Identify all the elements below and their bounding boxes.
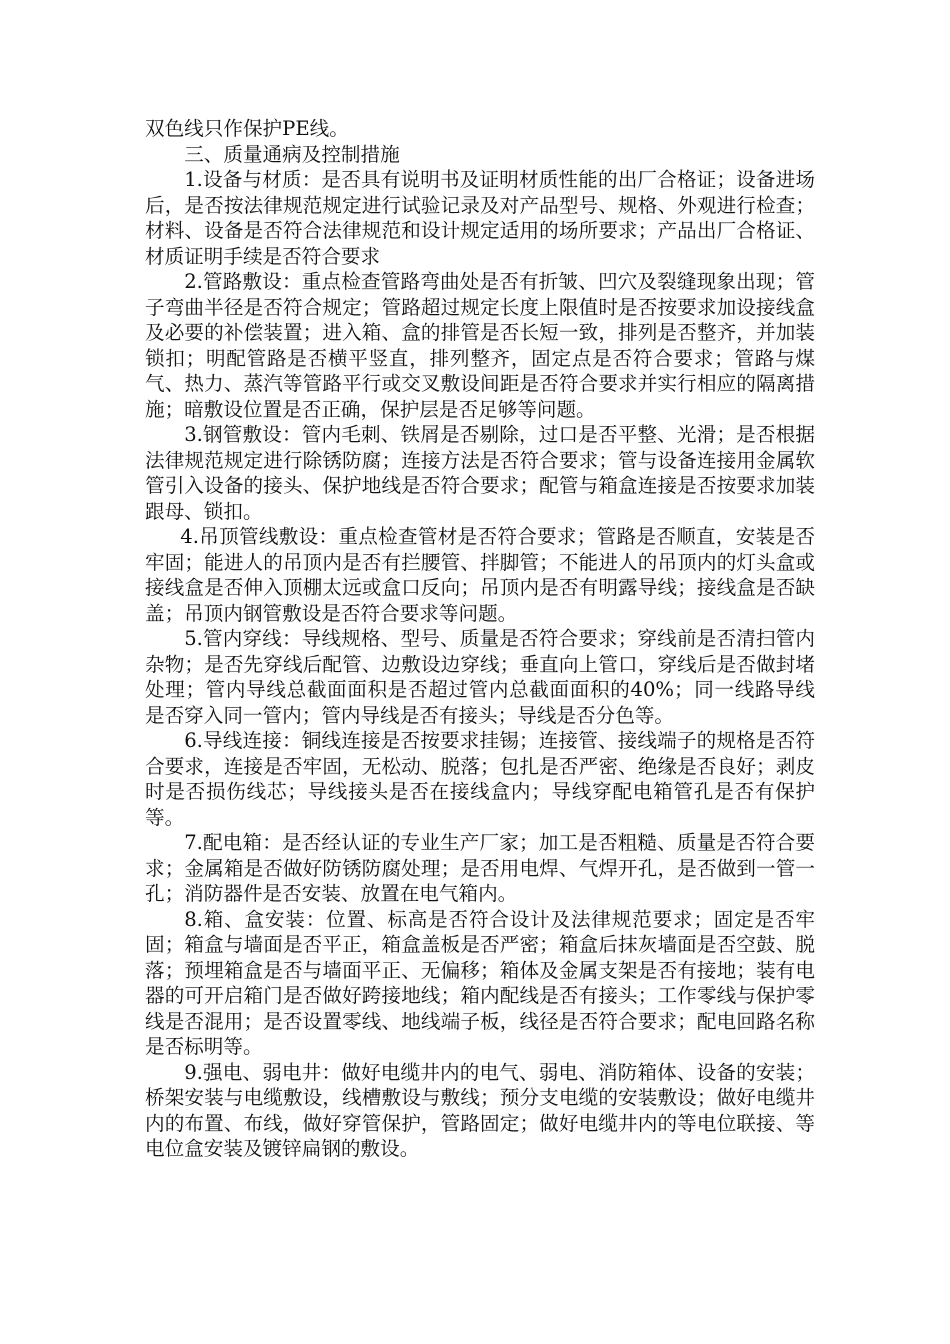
paragraph-ceiling-pipe: 4.吊顶管线敷设：重点检查管材是否符合要求；管路是否顺直，安装是否牢固；能进人的吊顶内是否有拦腰管、拌脚管；不能进人的吊顶内的灯头盒或接线盒是否伸入顶棚太远或盒口反向；吊顶内是否有明露导线；接线盒是否缺盖；吊顶内钢管敷设是否符合要求等问题。	[145, 525, 815, 625]
paragraph-equipment-materials: 1.设备与材质：是否具有说明书及证明材质性能的出厂合格证；设备进场后，是否按法律规范规定进行试验记录及对产品型号、规格、外观进行检查；材料、设备是否符合法律规范和设计规定适用的场所要求；产品出厂合格证、材质证明手续是否符合要求	[145, 168, 815, 268]
paragraph-box-installation: 8.箱、盒安装：位置、标高是否符合设计及法律规范要求；固定是否牢固；箱盒与墙面是否平正，箱盒盖板是否严密；箱盒后抹灰墙面是否空鼓、脱落；预埋箱盒是否与墙面平正、无偏移；箱体及金属支架是否有接地；装有电器的可开启箱门是否做好跨接地线；箱内配线是否有接头；工作零线与保护零线是否混用；是否设置零线、地线端子板，线径是否符合要求；配电回路名称是否标明等。	[145, 907, 815, 1058]
paragraph-wire-threading: 5.管内穿线：导线规格、型号、质量是否符合要求；穿线前是否清扫管内杂物；是否先穿线后配管、边敷设边穿线；垂直向上管口，穿线后是否做封堵处理；管内导线总截面面积是否超过管内总截面面积的40%；同一线路导线是否穿入同一管内；管内导线是否有接头；导线是否分色等。	[145, 627, 815, 727]
section-heading: 三、质量通病及控制措施	[184, 142, 400, 166]
paragraph-pe-line: 双色线只作保护PE线。	[145, 117, 349, 140]
paragraph-wire-connection: 6.导线连接：铜线连接是否按要求挂锡；连接管、接线端子的规格是否符合要求，连接是否牢固，无松动、脱落；包扎是否严密、绝缘是否良好；剥皮时是否损伤线芯；导线接头是否在接线盒内；导线穿配电箱管孔是否有保护等。	[145, 729, 815, 829]
paragraph-pipe-laying: 2.管路敷设：重点检查管路弯曲处是否有折皱、凹穴及裂缝现象出现；管子弯曲半径是否符合规定；管路超过规定长度上限值时是否按要求加设接线盒及必要的补偿装置；进入箱、盒的排管是否长短一致，排列是否整齐，并加装锁扣；明配管路是否横平竖直，排列整齐，固定点是否符合要求；管路与煤气、热力、蒸汽等管路平行或交叉敷设间距是否符合要求并实行相应的隔离措施；暗敷设位置是否正确，保护层是否足够等问题。	[145, 270, 815, 421]
paragraph-power-shafts: 9.强电、弱电井：做好电缆井内的电气、弱电、消防箱体、设备的安装；桥架安装与电缆敷设，线槽敷设与敷线；预分支电缆的安装敷设；做好电缆井内的布置、布线，做好穿管保护，管路固定；做好电缆井内的等电位联接、等电位盒安装及镀锌扁钢的敷设。	[145, 1060, 815, 1160]
paragraph-steel-pipe: 3.钢管敷设：管内毛刺、铁屑是否剔除，过口是否平整、光滑；是否根据法律规范规定进行除锈防腐；连接方法是否符合要求；管与设备连接用金属软管引入设备的接头、保护地线是否符合要求；配管与箱盒连接是否按要求加装跟母、锁扣。	[145, 423, 815, 523]
document-page	[145, 116, 815, 1162]
paragraph-distribution-box: 7.配电箱：是否经认证的专业生产厂家；加工是否粗糙、质量是否符合要求；金属箱是否做好防锈防腐处理；是否用电焊、气焊开孔，是否做到一管一孔；消防器件是否安装、放置在电气箱内。	[145, 831, 815, 905]
